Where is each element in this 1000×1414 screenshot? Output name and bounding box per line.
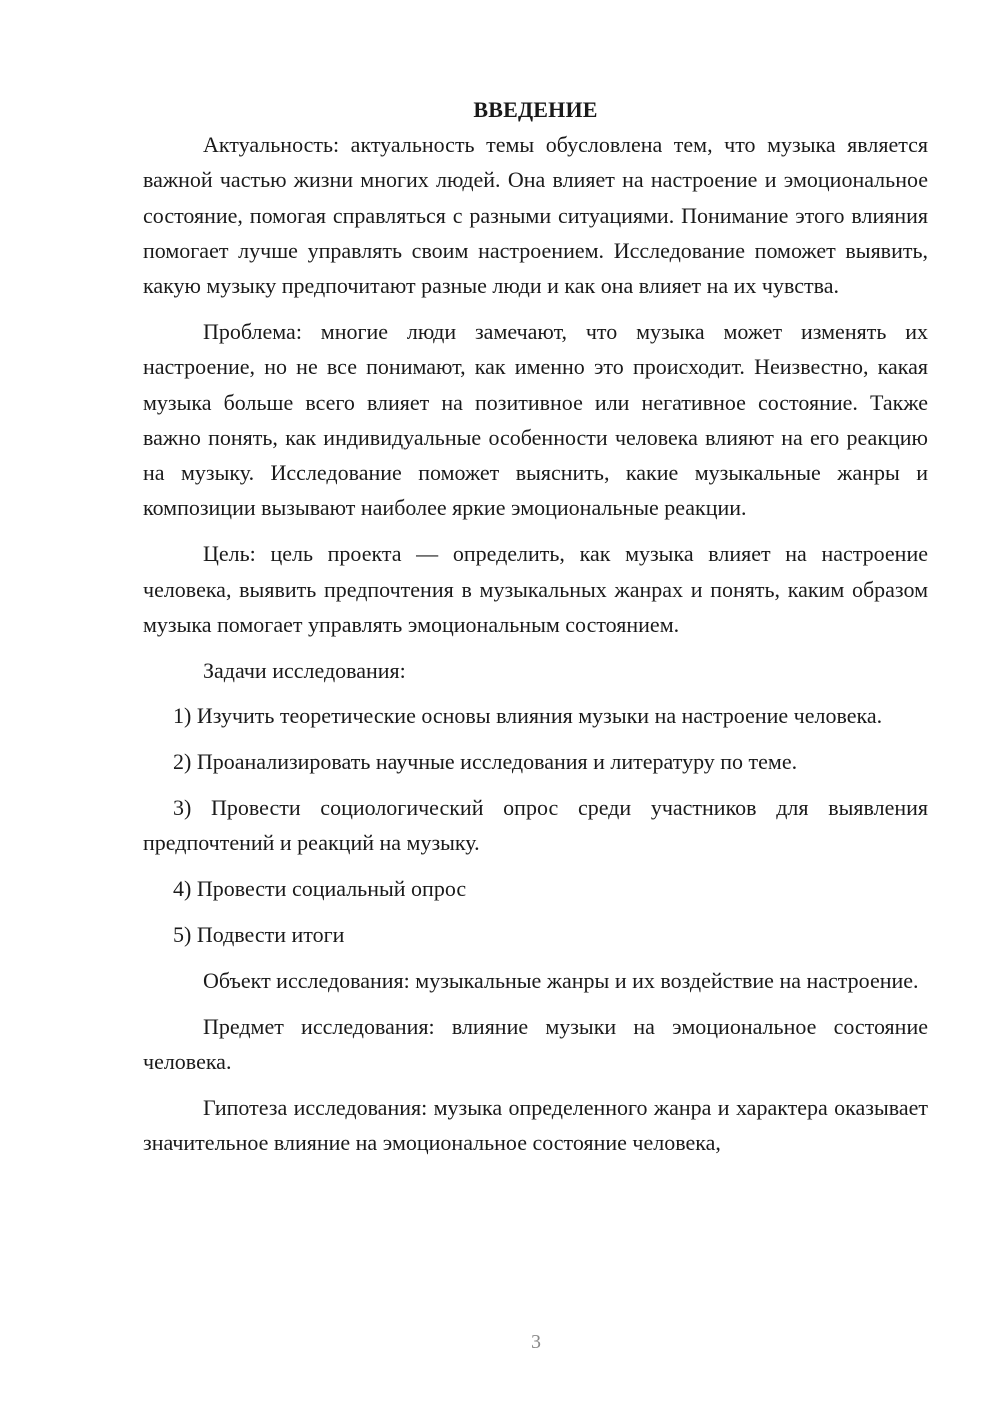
- paragraph-relevance: Актуальность: актуальность темы обусловлена тем, что музыка является важной частью жизни многих людей. Она влияет на настроение и эмоциональное состояние, помогая справляться с разными ситуациями. Понимание этого влияния помогает лучше управлять своим настроением. Исследование поможет выявить, какую музыку предпочитают разные люди и как она влияет на их чувства.: [143, 132, 928, 299]
- task-item-2: 2) Проанализировать научные исследования и литературу по теме.: [173, 749, 798, 775]
- paragraph-subject: Предмет исследования: влияние музыки на эмоциональное состояние человека.: [143, 1013, 928, 1074]
- paragraph-problem: Проблема: многие люди замечают, что музыка может изменять их настроение, но не все понимают, как именно это происходит. Неизвестно, какая музыка больше всего влияет на позитивное или негативное состояние. Также важно понять, как индивидуальные особенности человека влияют на его реакцию на музыку. Исследование поможет выяснить, какие музыкальные жанры и композиции вызывают наиболее яркие эмоциональные реакции.: [143, 318, 928, 521]
- paragraph-hypothesis: Гипотеза исследования: музыка определенного жанра и характера оказывает значительное влияние на эмоциональное состояние человека,: [143, 1094, 928, 1155]
- section-title: ВВЕДЕНИЕ: [473, 97, 598, 122]
- paragraph-object: Объект исследования: музыкальные жанры и их воздействие на настроение.: [203, 967, 919, 993]
- task-item-5: 5) Подвести итоги: [173, 921, 345, 947]
- page-content: [143, 92, 928, 1171]
- tasks-heading: Задачи исследования:: [203, 657, 406, 683]
- page-number: 3: [531, 1331, 541, 1353]
- paragraph-goal: Цель: цель проекта — определить, как музыка влияет на настроение человека, выявить предпочтения в музыкальных жанрах и понять, каким образом музыка помогает управлять эмоциональным состоянием.: [143, 541, 928, 637]
- task-item-4: 4) Провести социальный опрос: [173, 876, 467, 902]
- task-item-3: 3) Провести социологический опрос среди участников для выявления предпочтений и реакций на музыку.: [143, 795, 928, 856]
- task-item-1: 1) Изучить теоретические основы влияния музыки на настроение человека.: [173, 703, 883, 729]
